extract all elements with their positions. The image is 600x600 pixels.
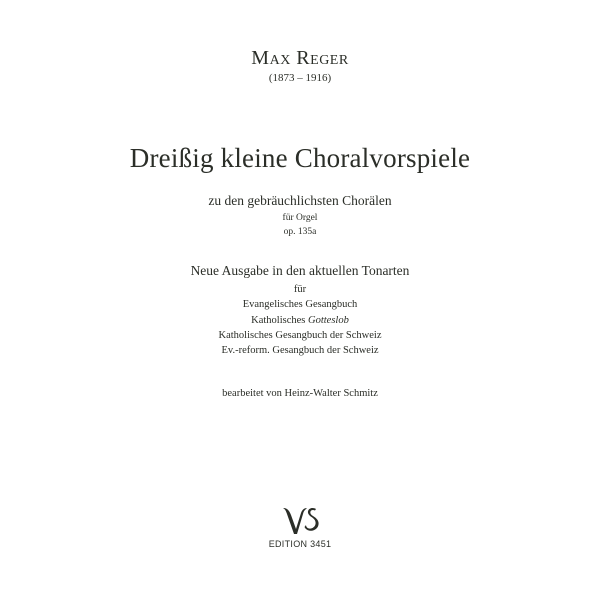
composer-dates: (1873 – 1916) [268,72,332,84]
opus-number: op. 135a [283,227,317,237]
composer-name: Max Reger [251,47,349,69]
arranger-credit: bearbeitet von Heinz-Walter Schmitz [222,388,378,399]
edition-heading: Neue Ausgabe in den aktuellen Tonarten [190,263,410,278]
work-title: Dreißig kleine Choralvorspiele [129,143,471,173]
hymnal-evangelisch: Evangelisches Gesangbuch [242,299,358,310]
work-subtitle: zu den gebräuchlichsten Chorälen [208,193,392,208]
hymnal-reformiert-schweiz: Ev.-reform. Gesangbuch der Schweiz [221,345,379,356]
hymnal-gotteslob-prefix: Katholisches [251,315,309,326]
edition-number: EDITION 3451 [268,539,332,549]
vs-publisher-logo-icon [279,505,321,537]
hymnal-gotteslob-title: Gotteslob [308,315,349,326]
hymnal-katholisch-schweiz: Katholisches Gesangbuch der Schweiz [218,330,382,341]
hymnal-gotteslob [0,315,600,326]
instrument-label: für Orgel [282,213,318,223]
for-label: für [293,284,307,295]
